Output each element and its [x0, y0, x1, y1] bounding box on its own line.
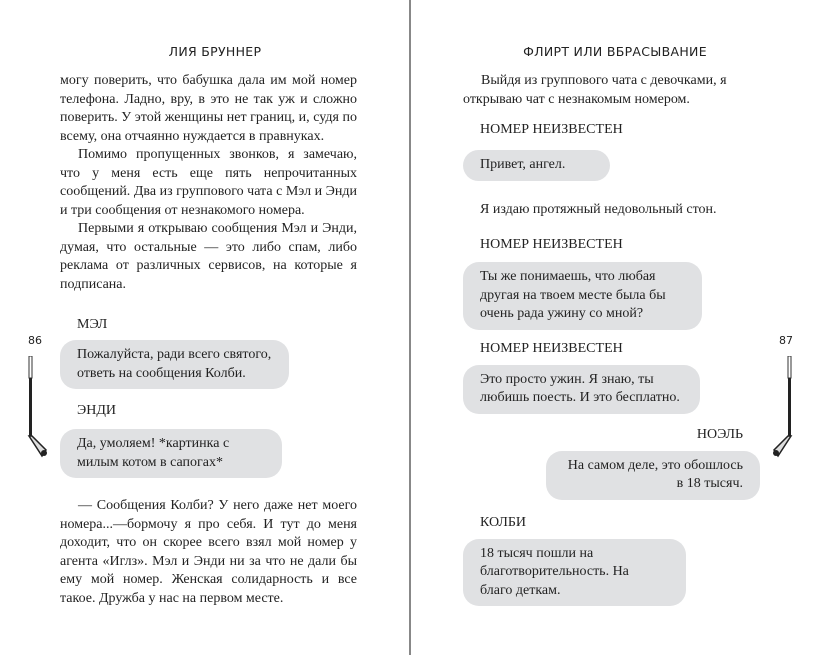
hockey-stick-icon: [26, 356, 50, 460]
sender-label: НОМЕР НЕИЗВЕСТЕН: [480, 237, 623, 252]
paragraph: Я издаю протяжный недовольный стон.: [480, 201, 717, 217]
message-text: Да, умоляем! *картинка с милым котом в сапогах*: [77, 436, 230, 470]
message-text: Ты же понимаешь, что любая другая на твоем месте была бы очень рада ужину со мной?: [480, 269, 666, 321]
message-bubble: [463, 539, 686, 607]
running-head-left: ЛИЯ БРУННЕР: [168, 44, 262, 59]
message-text: Это просто ужин. Я знаю, ты любишь поесть. И это бесплатно.: [480, 371, 680, 405]
sender-label: НОМЕР НЕИЗВЕСТЕН: [480, 122, 623, 137]
message-bubble: [546, 451, 760, 500]
page-divider: [409, 0, 411, 655]
hockey-stick-icon: [770, 356, 794, 460]
message-bubble: [60, 340, 289, 389]
page-number: 86: [28, 334, 42, 347]
paragraph: Выйдя из группового чата с девочками, я открываю чат с незнакомым номером.: [463, 73, 727, 107]
message-bubble: [60, 429, 282, 478]
sender-label: НОЭЛЬ: [696, 426, 743, 442]
paragraph: — Сообщения Колби? У него даже нет моего номера...—бормочу я про себя. И тут до меня доходит, что он скорее всего взял мой номер у агента «Иглз». Мэл и Энди ни за что не дали бы ему мой номер. Женская солидарность и все такое. Дружба у нас на первом месте.: [60, 498, 357, 606]
message-text: Привет, ангел.: [480, 157, 566, 172]
paragraph: Первыми я открываю сообщения Мэл и Энди, думая, что остальные — это либо спам, либо реклама от различных сервисов, на которые я подписана.: [60, 221, 357, 292]
sender-label: МЭЛ: [77, 317, 108, 332]
page-number: 87: [779, 334, 793, 347]
sender-label: ЭНДИ: [77, 403, 117, 418]
left-page-column: [60, 72, 357, 608]
message-bubble: [463, 262, 702, 330]
message-text: 18 тысяч пошли на благотворительность. На благо деткам.: [480, 545, 629, 598]
paragraph: Помимо пропущенных звонков, я замечаю, что у меня есть еще пять непрочитанных сообщений. Два из группового чата с Мэл и Энди и три сообщения от незнакомого номера.: [60, 147, 357, 218]
right-page-column: [463, 72, 760, 606]
paragraph: могу поверить, что бабушка дала им мой номер телефона. Ладно, вру, в это не так уж и сложно поверить. У этой женщины нет границ, и, судя по всему, она отчаянно нуждается в правнуках.: [60, 73, 357, 144]
message-text: Пожалуйста, ради всего святого, ответь на сообщения Колби.: [77, 347, 272, 381]
message-text: На самом деле, это обошлось в 18 тысяч.: [567, 457, 743, 491]
message-bubble: [463, 150, 610, 181]
running-head-right: ФЛИРТ ИЛИ ВБРАСЫВАНИЕ: [523, 44, 707, 59]
message-bubble: [463, 365, 700, 414]
sender-label: НОМЕР НЕИЗВЕСТЕН: [480, 340, 623, 356]
sender-label: КОЛБИ: [480, 514, 527, 530]
